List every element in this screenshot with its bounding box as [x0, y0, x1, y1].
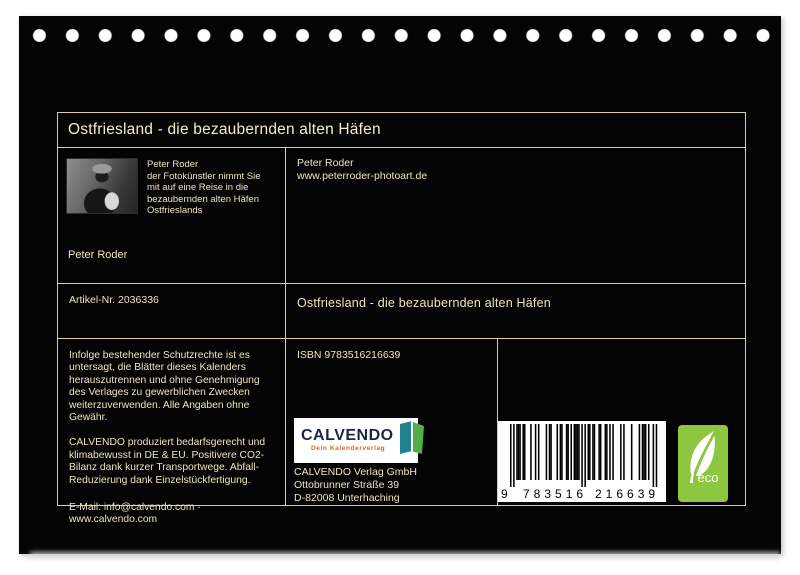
- author-name: Peter Roder: [68, 249, 128, 261]
- contact-website: www.peterroder-photoart.de: [297, 170, 428, 182]
- calvendo-logo: [294, 418, 418, 463]
- author-desc-line: bezaubernden alten Häfen: [147, 193, 259, 205]
- bottom-row: [58, 339, 745, 526]
- publisher-email: E-Mail: info@calvendo.com ·: [69, 502, 201, 514]
- calvendo-logo-tagline: Dein Kalenderverlag: [311, 445, 386, 453]
- eco-badge: [678, 425, 728, 502]
- author-cell: [58, 148, 286, 283]
- legal-paragraph: Infolge bestehender Schutzrechte ist es untersagt, die Blätter dieses Kalenders herauszutrennen und ohne Genehmigung des Verlages zu gewerblichen Zwecken weiterzuverwenden. Alle Angaben ohne Gewähr.: [69, 350, 260, 424]
- barcode-bars: [498, 421, 666, 487]
- author-description: [147, 158, 261, 217]
- address-line: Ottobrunner Straße 39: [294, 479, 400, 491]
- legal-cell: [58, 339, 286, 526]
- article-row: [58, 284, 745, 339]
- contact-cell: [286, 148, 745, 283]
- contact-name: Peter Roder: [297, 157, 354, 169]
- author-desc-line: mit auf eine Reise in die: [147, 182, 249, 193]
- barcode-digits: 9 783516 216639: [501, 487, 660, 501]
- publisher-cell: [286, 339, 498, 505]
- publisher-website: www.calvendo.com: [69, 514, 158, 526]
- title-row: [58, 113, 745, 148]
- eco-paragraph: CALVENDO produziert bedarfsgerecht und klimabewusst in DE & EU. Positivere CO2-Bilanz dank kurzer Transportwege. Abfall-Reduzierung dank Einzelstückfertigung.: [69, 437, 266, 486]
- barcode-cell: [498, 339, 745, 505]
- author-desc-line: der Fotokünstler nimmt Sie: [147, 170, 261, 182]
- author-desc-line: Peter Roder: [147, 159, 199, 170]
- author-row: [58, 148, 745, 284]
- address-line: D-82008 Unterhaching: [294, 492, 400, 504]
- author-desc-line: Ostfrieslands: [147, 205, 203, 216]
- page-title: Ostfriesland - die bezaubernden alten Häfen: [68, 121, 381, 138]
- calvendo-logo-text: CALVENDO: [301, 427, 394, 445]
- article-number: Artikel-Nr. 2036336: [69, 294, 159, 306]
- eco-label: eco: [697, 470, 719, 485]
- spiral-binding-holes: [23, 29, 780, 42]
- ean-barcode: [498, 421, 666, 502]
- subtitle: Ostfriesland - die bezaubernden alten Häfen: [297, 296, 551, 310]
- author-photo: [66, 158, 138, 214]
- address-line: CALVENDO Verlag GmbH: [294, 466, 417, 478]
- calendar-back-cover: [19, 16, 781, 554]
- content-frame: [57, 112, 746, 526]
- subtitle-cell: [286, 284, 745, 338]
- article-number-cell: [58, 284, 286, 338]
- publisher-address: [294, 466, 497, 505]
- isbn-number: ISBN 9783516216639: [297, 349, 401, 361]
- calendar-pages-icon: [398, 421, 426, 460]
